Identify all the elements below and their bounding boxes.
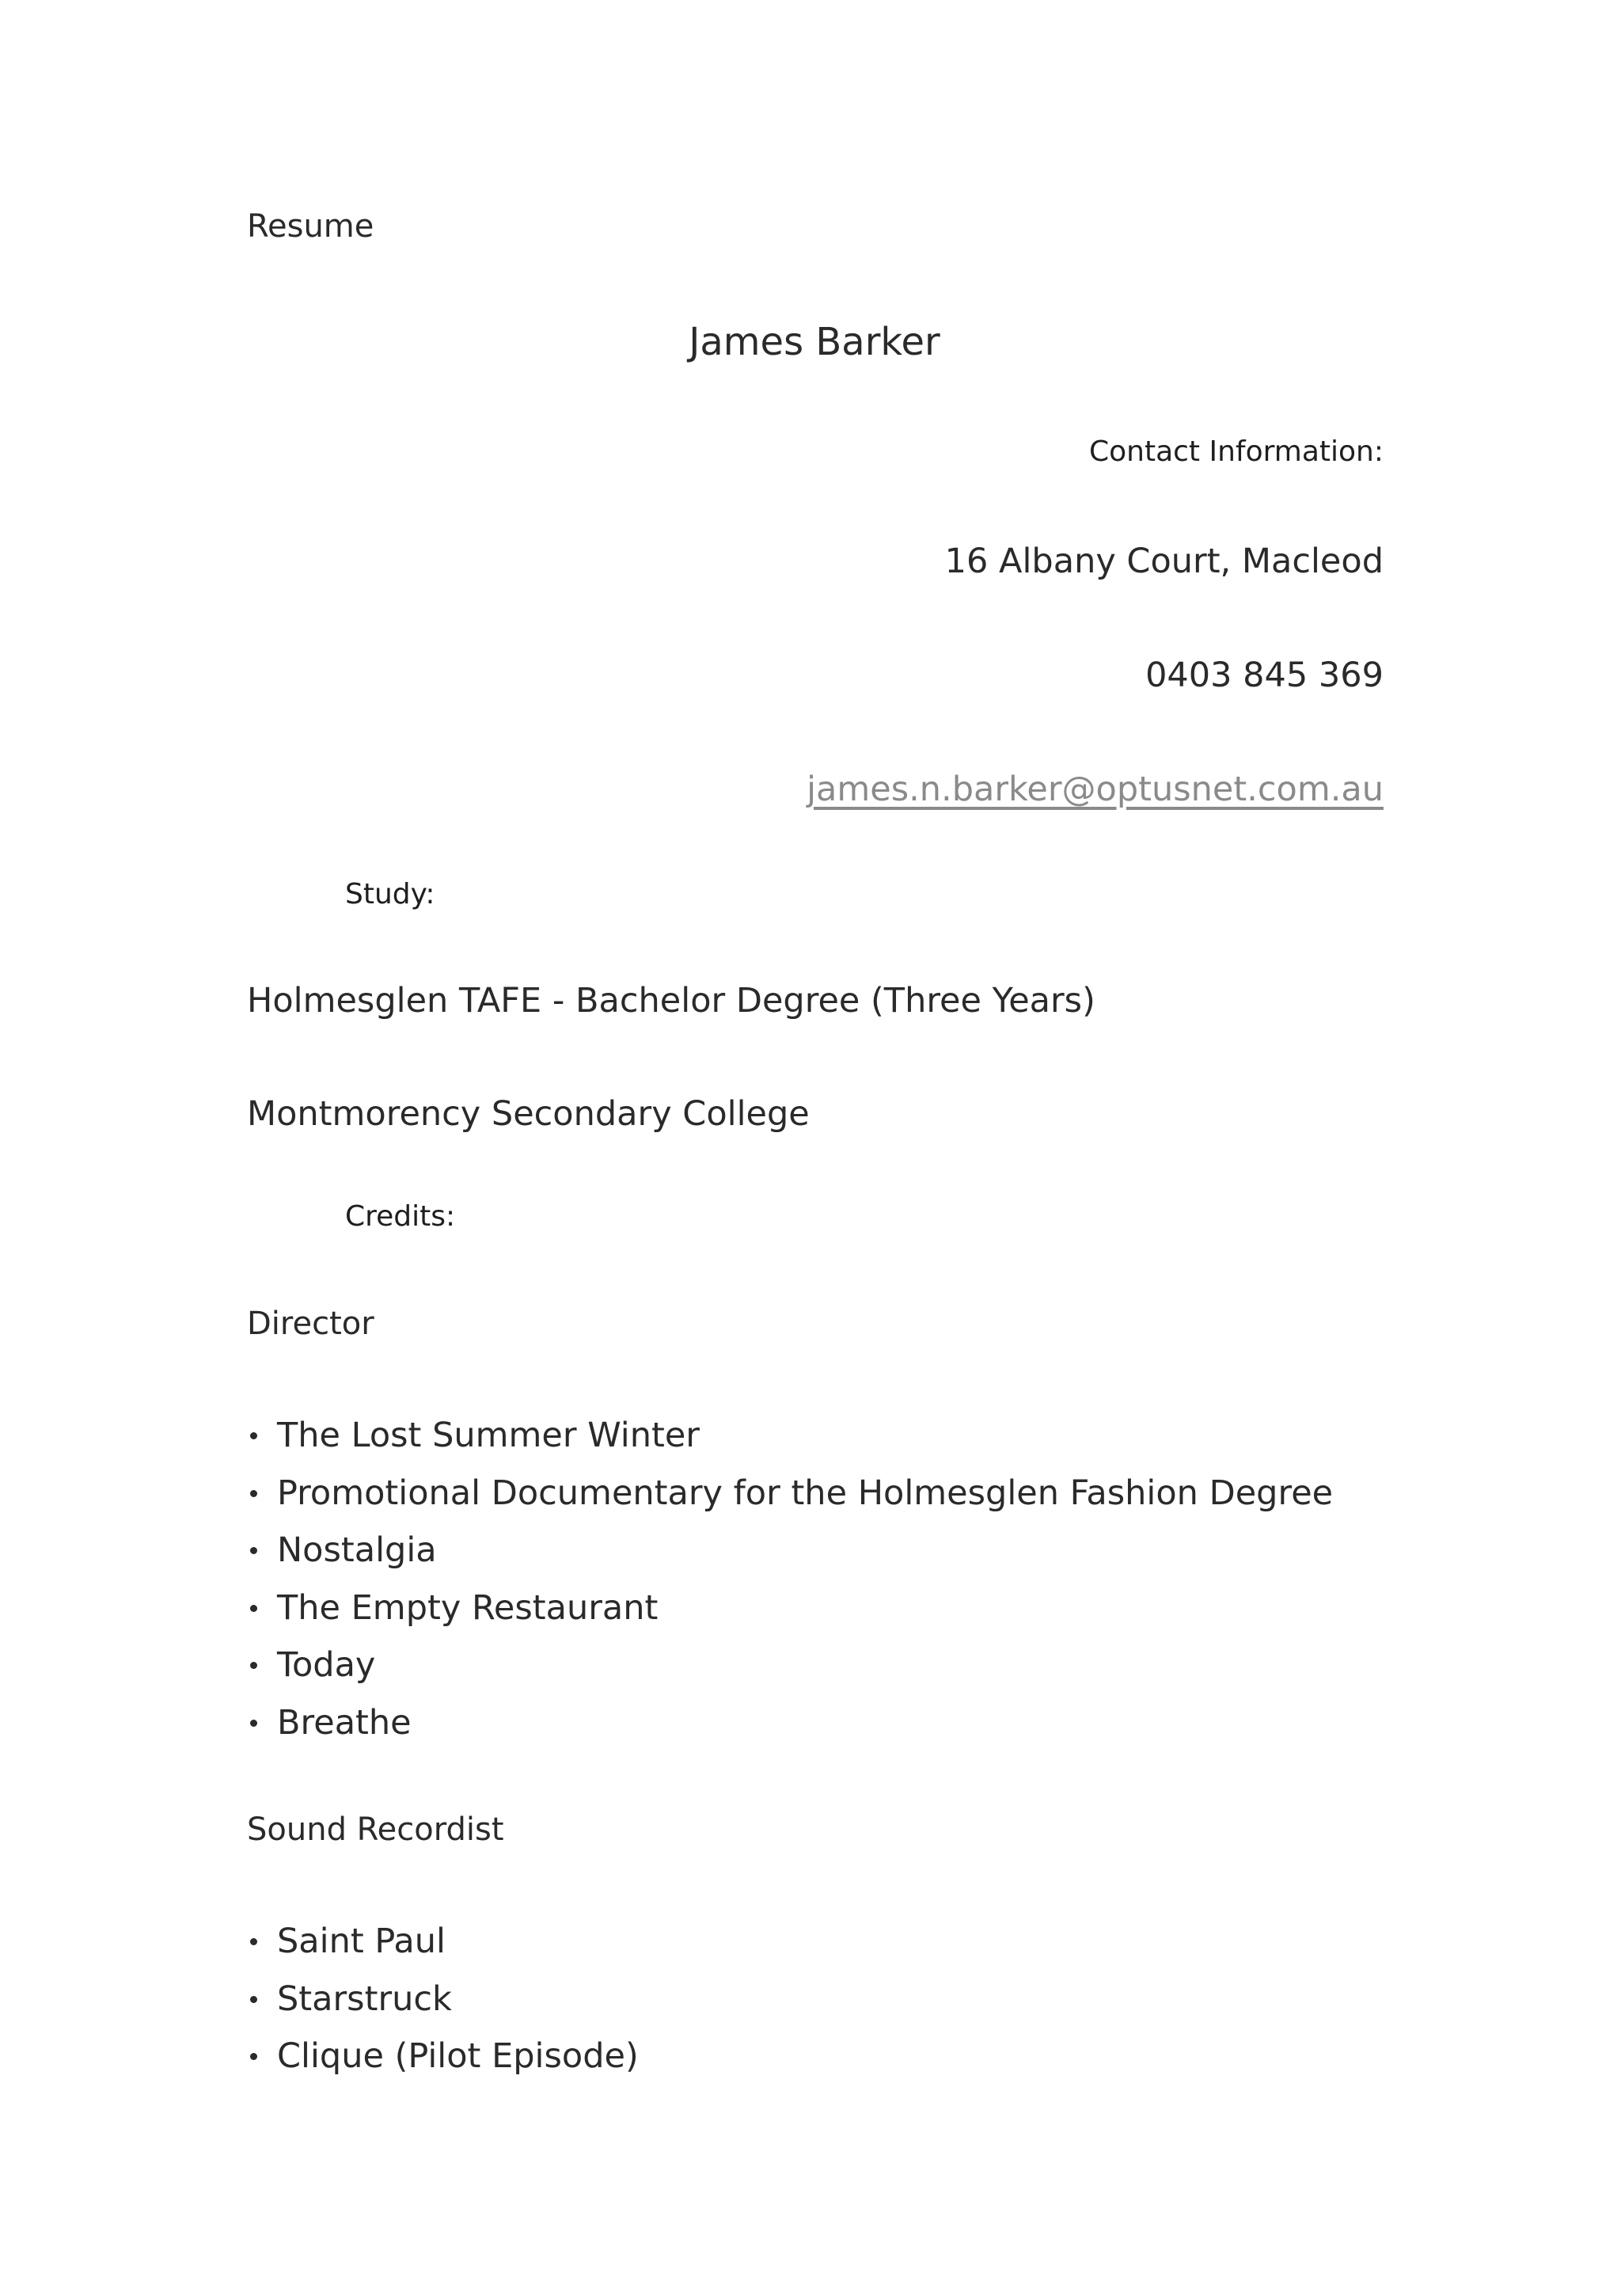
credit-title: Clique (Pilot Episode) bbox=[277, 2036, 639, 2076]
list-item bbox=[247, 1694, 1333, 1752]
bullet-icon bbox=[250, 1547, 257, 1554]
bullet-icon bbox=[250, 1662, 257, 1669]
role-title-director: Director bbox=[247, 1306, 374, 1342]
bullet-icon bbox=[250, 1996, 257, 2003]
list-item bbox=[247, 1579, 1333, 1637]
director-credits-list bbox=[247, 1407, 1333, 1751]
credit-title: Today bbox=[277, 1645, 376, 1685]
list-item bbox=[247, 1636, 1333, 1694]
credit-title: The Lost Summer Winter bbox=[277, 1416, 700, 1455]
credit-title: Saint Paul bbox=[277, 1922, 446, 1961]
contact-address: 16 Albany Court, Macleod bbox=[944, 542, 1384, 581]
bullet-icon bbox=[250, 1720, 257, 1727]
bullet-icon bbox=[250, 2053, 257, 2060]
credit-title: Breathe bbox=[277, 1702, 412, 1743]
list-item bbox=[247, 1522, 1333, 1579]
credit-title: Promotional Documentary for the Holmesglen Fashion Degree bbox=[277, 1473, 1334, 1513]
study-entry: Holmesglen TAFE - Bachelor Degree (Three Years) bbox=[247, 981, 1095, 1021]
credit-title: Starstruck bbox=[277, 1979, 452, 2019]
list-item bbox=[247, 1913, 639, 1971]
list-item bbox=[247, 2028, 639, 2085]
role-title-sound-recordist: Sound Recordist bbox=[247, 1811, 504, 1848]
list-item bbox=[247, 1465, 1333, 1522]
credit-title: Nostalgia bbox=[277, 1530, 437, 1570]
study-entry: Montmorency Secondary College bbox=[247, 1094, 810, 1134]
page-title: James Barker bbox=[689, 320, 940, 364]
credit-title: The Empty Restaurant bbox=[277, 1587, 659, 1628]
document-label: Resume bbox=[247, 208, 374, 245]
bullet-icon bbox=[250, 1490, 257, 1497]
bullet-icon bbox=[250, 1938, 257, 1945]
study-heading: Study: bbox=[345, 878, 435, 910]
contact-phone: 0403 845 369 bbox=[1145, 656, 1384, 695]
bullet-icon bbox=[250, 1605, 257, 1612]
list-item bbox=[247, 1971, 639, 2028]
list-item bbox=[247, 1407, 1333, 1465]
contact-heading: Contact Information: bbox=[1088, 435, 1384, 468]
sound-recordist-credits-list bbox=[247, 1913, 639, 2085]
credits-heading: Credits: bbox=[345, 1200, 456, 1233]
bullet-icon bbox=[250, 1432, 257, 1439]
contact-email-link[interactable]: james.n.barker@optusnet.com.au bbox=[807, 770, 1384, 809]
